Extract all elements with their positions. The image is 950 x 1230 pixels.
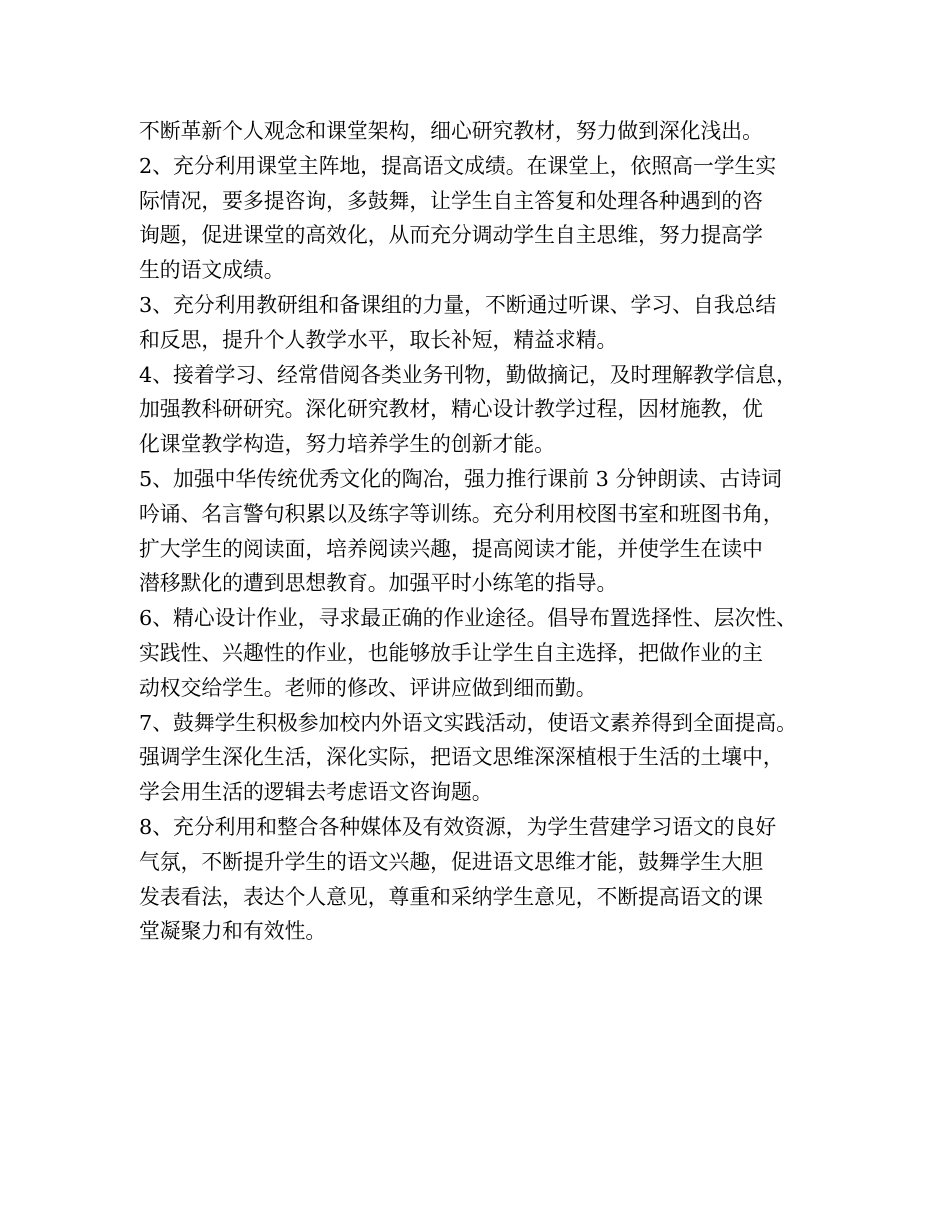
text-line: 加强教科研研究。深化研究教材，精心设计教学过程，因材施教，优 (139, 397, 763, 422)
text-line: 4、接着学习、经常借阅各类业务刊物，勤做摘记，及时理解教学信息， (139, 362, 797, 387)
text-line: 吟诵、名言警句积累以及练字等训练。充分利用校图书室和班图书角， (139, 501, 784, 526)
text-line: 潜移默化的遭到思想教育。加强平时小练笔的指导。 (139, 571, 618, 596)
text-line: 发表看法，表达个人意见，尊重和采纳学生意见，不断提高语文的课 (139, 884, 763, 909)
document-body (139, 114, 829, 949)
text-line: 际情况，要多提咨询，多鼓舞，让学生自主答复和处理各种遇到的咨 (139, 188, 763, 213)
text-line: 和反思，提升个人教学水平，取长补短，精益求精。 (139, 327, 618, 352)
text-line: 2、充分利用课堂主阵地，提高语文成绩。在课堂上，依照高一学生实 (139, 153, 777, 178)
text-line: 堂凝聚力和有效性。 (139, 919, 327, 944)
text-line: 7、鼓舞学生积极参加校内外语文实践活动，使语文素养得到全面提高。 (139, 710, 797, 735)
text-line: 动权交给学生。老师的修改、评讲应做到细而勤。 (139, 675, 597, 700)
text-line: 3、充分利用教研组和备课组的力量，不断通过听课、学习、自我总结 (139, 292, 777, 317)
text-line: 扩大学生的阅读面，培养阅读兴趣，提高阅读才能，并使学生在读中 (139, 536, 763, 561)
text-line: 6、精心设计作业，寻求最正确的作业途径。倡导布置选择性、层次性、 (139, 606, 797, 631)
text-line: 化课堂教学构造，努力培养学生的创新才能。 (139, 432, 555, 457)
text-line: 不断革新个人观念和课堂架构，细心研究教材，努力做到深化浅出。 (139, 119, 763, 143)
text-line: 学会用生活的逻辑去考虑语文咨询题。 (139, 780, 493, 805)
text-line: 强调学生深化生活，深化实际，把语文思维深深植根于生活的土壤中， (139, 745, 784, 770)
text-line: 询题，促进课堂的高效化，从而充分调动学生自主思维，努力提高学 (139, 223, 763, 248)
text-line: 生的语文成绩。 (139, 258, 285, 283)
text-line: 气氛，不断提升学生的语文兴趣，促进语文思维才能，鼓舞学生大胆 (139, 849, 763, 874)
text-line: 8、充分利用和整合各种媒体及有效资源，为学生营建学习语文的良好 (139, 814, 777, 839)
text-line: 实践性、兴趣性的作业，也能够放手让学生自主选择，把做作业的主 (139, 640, 763, 665)
text-line: 5、加强中华传统优秀文化的陶冶，强力推行课前 3 分钟朗读、古诗词 (139, 466, 782, 491)
